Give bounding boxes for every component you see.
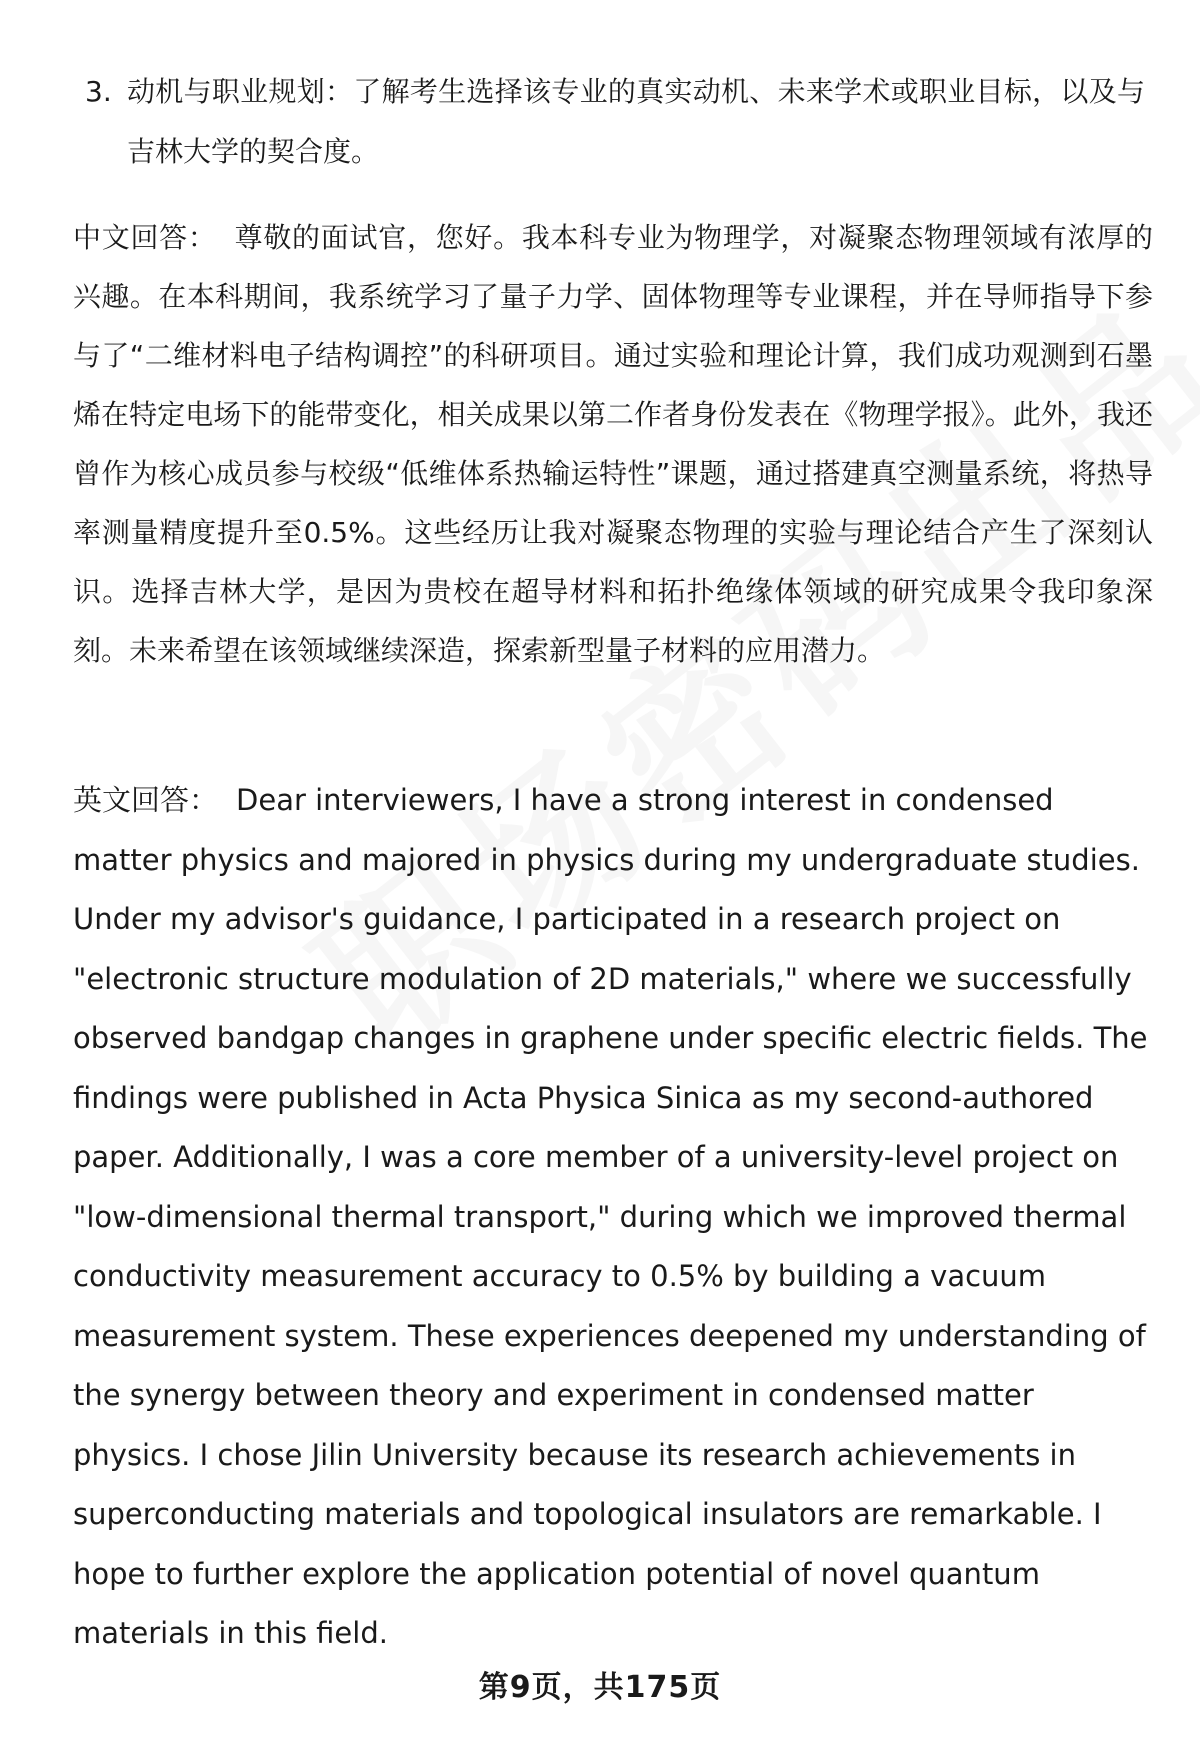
list-item-text: 动机与职业规划：了解考生选择该专业的真实动机、未来学术或职业目标，以及与吉林大学的契合度。	[127, 75, 1145, 168]
list-item-motivation	[85, 62, 1145, 182]
page-number-footer: 第9页，共175页	[478, 1670, 722, 1705]
chinese-answer-paragraph	[73, 208, 1153, 680]
chinese-answer-label: 中文回答：	[73, 221, 217, 254]
chinese-answer-text: 尊敬的面试官，您好。我本科专业为物理学，对凝聚态物理领域有浓厚的兴趣。在本科期间，我系统学习了量子力学、固体物理等专业课程，并在导师指导下参与了“二维材料电子结构调控”的科研项目。通过实验和理论计算，我们成功观测到石墨烯在特定电场下的能带变化，相关成果以第二作者身份发表在《物理学报》。此外，我还曾作为核心成员参与校级“低维体系热输运特性”课题，通过搭建真空测量系统，将热导率测量精度提升至0.5%。这些经历让我对凝聚态物理的实验与理论结合产生了深刻认识。选择吉林大学，是因为贵校在超导材料和拓扑绝缘体领域的研究成果令我印象深刻。未来希望在该领域继续深造，探索新型量子材料的应用潜力。	[73, 221, 1153, 667]
english-answer-paragraph	[73, 771, 1153, 1664]
english-answer-label: 英文回答：	[73, 783, 219, 817]
english-answer-text: Dear interviewers, I have a strong interest in condensed matter physics and majored in physics during my undergraduate studies. Under my advisor's guidance, I participated in a research project on "electronic structure modulation of 2D materials," where we successfully observed bandgap changes in graphene under specific electric fields. The findings were published in Acta Physica Sinica as my second-authored paper. Additionally, I was a core member of a university-level project on "low-dimensional thermal transport," during which we improved thermal conductivity measurement accuracy to 0.5% by building a vacuum measurement system. These experiences deepened my understanding of the synergy between theory and experiment in condensed matter physics. I chose Jilin University because its research achievements in superconducting materials and topological insulators are remarkable. I hope to further explore the application potential of novel quantum materials in this field.	[73, 783, 1148, 1650]
list-item-number: 3.	[85, 75, 112, 108]
